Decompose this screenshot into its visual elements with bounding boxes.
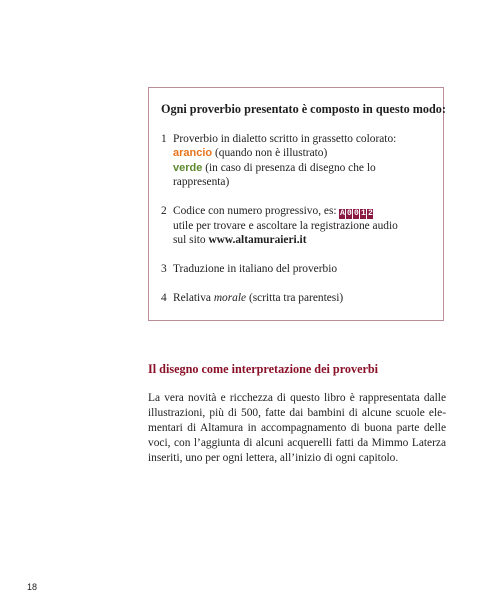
code-digit: 0 xyxy=(347,209,352,218)
item-text-4 xyxy=(173,291,343,305)
item-number: 3 xyxy=(161,263,167,275)
orange-word: arancio xyxy=(173,147,213,160)
site-line xyxy=(173,233,398,247)
item-number: 1 xyxy=(161,133,167,145)
item-text: Proverbio in dialetto scritto in grassetto colorato: xyxy=(173,133,397,145)
section-title: Il disegno come interpretazione dei proverbi xyxy=(148,362,379,376)
item-suffix: (scritta tra parentesi) xyxy=(246,292,344,304)
orange-note: (quando non è illustrato) xyxy=(212,147,328,160)
paragraph-line: illustrazioni, più di 500, fatte dai bambini di alcune scuole ele- xyxy=(148,407,446,419)
green-word: verde xyxy=(173,161,203,174)
site-link[interactable]: www.altamuraieri.it xyxy=(208,234,307,247)
paragraph-line: La vera novità e ricchezza di questo libro è rappresentata dalle xyxy=(148,392,446,404)
item-italic: morale xyxy=(213,292,247,304)
item-text: Codice con numero progressivo, es: xyxy=(173,205,340,217)
green-note: (in caso di presenza di disegno che lo xyxy=(202,161,376,174)
list-item-1 xyxy=(161,132,397,190)
item-text: utile per trovare e ascoltare la registrazione audio xyxy=(173,220,398,232)
code-digit: 2 xyxy=(368,209,373,218)
code-digit: 1 xyxy=(361,209,366,218)
list-item-4 xyxy=(161,291,344,305)
paragraph-line: voci, con l’aggiunta di alcuni acquerelli fatti da Mimmo Laterza xyxy=(148,437,446,449)
body-paragraph xyxy=(148,391,446,466)
green-note-continued: rappresenta) xyxy=(173,176,230,189)
item-text: Traduzione in italiano del proverbio xyxy=(173,263,338,275)
code-line xyxy=(173,204,398,219)
box-heading: Ogni proverbio presentato è composto in questo modo: xyxy=(161,102,446,116)
list-item-3 xyxy=(161,262,338,276)
list-item-2 xyxy=(161,204,398,248)
orange-line xyxy=(173,146,396,160)
code-digit: A xyxy=(340,209,345,218)
paragraph-line: inseriti, uno per ogni lettera, all’inizio di ogni capitolo. xyxy=(148,452,399,464)
code-digit: 0 xyxy=(354,209,359,218)
item-number: 4 xyxy=(161,292,167,304)
item-number: 2 xyxy=(161,205,167,217)
info-box xyxy=(148,87,444,321)
code-example xyxy=(339,209,374,219)
item-text: sul sito xyxy=(173,234,209,247)
paragraph-line: mentari di Altamura in accompagnamento di buona parte delle xyxy=(148,422,446,434)
item-prefix: Relativa xyxy=(173,292,214,304)
page-number: 18 xyxy=(27,582,38,592)
green-line xyxy=(173,161,396,175)
